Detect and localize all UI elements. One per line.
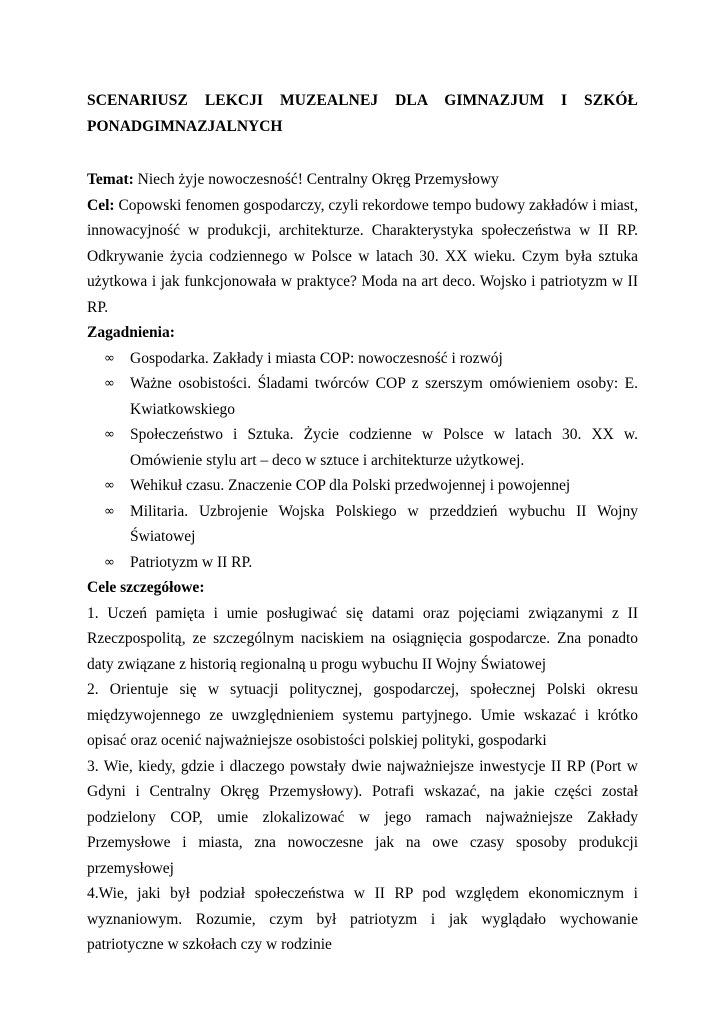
cel-szczegolowy-4: 4.Wie, jaki był podział społeczeństwa w II RP pod względem ekonomicznym i wyznaniowym. Rozumie, czym był patriotyzm i jak wyglądało wychowanie patriotyczne w szkołach czy w rodzinie xyxy=(87,885,638,953)
list-item xyxy=(87,371,638,422)
document-title-line-1 xyxy=(87,88,638,114)
infinity-bullet-icon: ∞ xyxy=(104,554,115,570)
list-item-text: Wehikuł czasu. Znaczenie COP dla Polski przedwojennej i powojennej xyxy=(130,477,571,494)
title-word: MUZEALNEJ xyxy=(280,92,379,109)
document-page xyxy=(87,88,638,958)
list-item-text: Ważne osobistości. Śladami twórców COP z szerszym omówieniem osoby: E. Kwiatkowskiego xyxy=(130,375,638,418)
list-item-text: Społeczeństwo i Sztuka. Życie codzienne w Polsce w latach 30. XX w. Omówienie stylu art – deco w sztuce i architekturze użytkowej. xyxy=(130,426,638,469)
cel-label: Cel: xyxy=(87,196,115,214)
cel-szczegolowy-3: 3. Wie, kiedy, gdzie i dlaczego powstały dwie najważniejsze inwestycje II RP (Port w Gdyni i Centralny Okręg Przemysłowy). Potrafi wskazać, na jakie części został podzielony COP, umie zlokalizować w jego ramach najważniejsze Zakłady Przemysłowe i miasta, zna nowoczesne jak na owe czasy sposoby produkcji przemysłowej xyxy=(87,757,638,877)
list-item-text: Militaria. Uzbrojenie Wojska Polskiego w przeddzień wybuchu II Wojny Światowej xyxy=(130,502,638,545)
temat-paragraph xyxy=(87,167,638,193)
list-item xyxy=(87,473,638,499)
title-word: LEKCJI xyxy=(204,92,264,109)
zagadnienia-heading: Zagadnienia: xyxy=(87,324,175,341)
cel-paragraph xyxy=(87,193,638,321)
title-word: I xyxy=(561,92,568,109)
list-item xyxy=(87,346,638,372)
document-title-line-2: PONADGIMNAZJALNYCH xyxy=(87,117,283,135)
infinity-bullet-icon: ∞ xyxy=(104,478,115,493)
list-item-text: Patriotyzm w II RP. xyxy=(130,553,253,571)
cele-szczegolowe-heading: Cele szczegółowe: xyxy=(87,579,205,596)
list-item xyxy=(87,550,638,576)
temat-text: Niech żyje nowoczesność! Centralny Okręg Przemysłowy xyxy=(133,171,499,188)
infinity-bullet-icon: ∞ xyxy=(104,376,115,391)
temat-label: Temat: xyxy=(87,171,134,188)
list-item xyxy=(87,499,638,550)
list-item-text: Gospodarka. Zakłady i miasta COP: nowoczesność i rozwój xyxy=(130,349,503,367)
title-word: DLA xyxy=(395,92,428,109)
infinity-bullet-icon: ∞ xyxy=(104,427,115,442)
zagadnienia-list xyxy=(87,346,638,576)
cel-szczegolowy-2: 2. Orientuje się w sytuacji politycznej, gospodarczej, społecznej Polski okresu międzywojennego ze uwzględnieniem systemu partyjnego. Umie wskazać i krótko opisać oraz ocenić najważniejsze osobistości polskiej polityki, gospodarki xyxy=(87,681,638,749)
title-word: SZKÓŁ xyxy=(584,92,638,109)
cel-szczegolowy-1: 1. Uczeń pamięta i umie posługiwać się datami oraz pojęciami związanymi z II Rzeczpospolitą, ze szczególnym naciskiem na osiągnięcia gospodarcze. Zna ponadto daty związane z historią regionalną u progu wybuchu II Wojny Światowej xyxy=(87,604,638,673)
infinity-bullet-icon: ∞ xyxy=(104,350,115,366)
cel-text: Copowski fenomen gospodarczy, czyli rekordowe tempo budowy zakładów i miast, innowacyjność w produkcji, architekturze. Charakterystyka społeczeństwa w II RP. Odkrywanie życia codziennego w Polsce w latach 30. XX wieku. Czym była sztuka użytkowa i jak funkcjonowała w praktyce? Moda na art deco. Wojsko i patriotyzm w II RP. xyxy=(87,196,638,316)
title-word: SCENARIUSZ xyxy=(87,92,188,109)
list-item xyxy=(87,422,638,473)
title-word: GIMNAZJUM xyxy=(444,92,545,109)
infinity-bullet-icon: ∞ xyxy=(104,503,115,519)
